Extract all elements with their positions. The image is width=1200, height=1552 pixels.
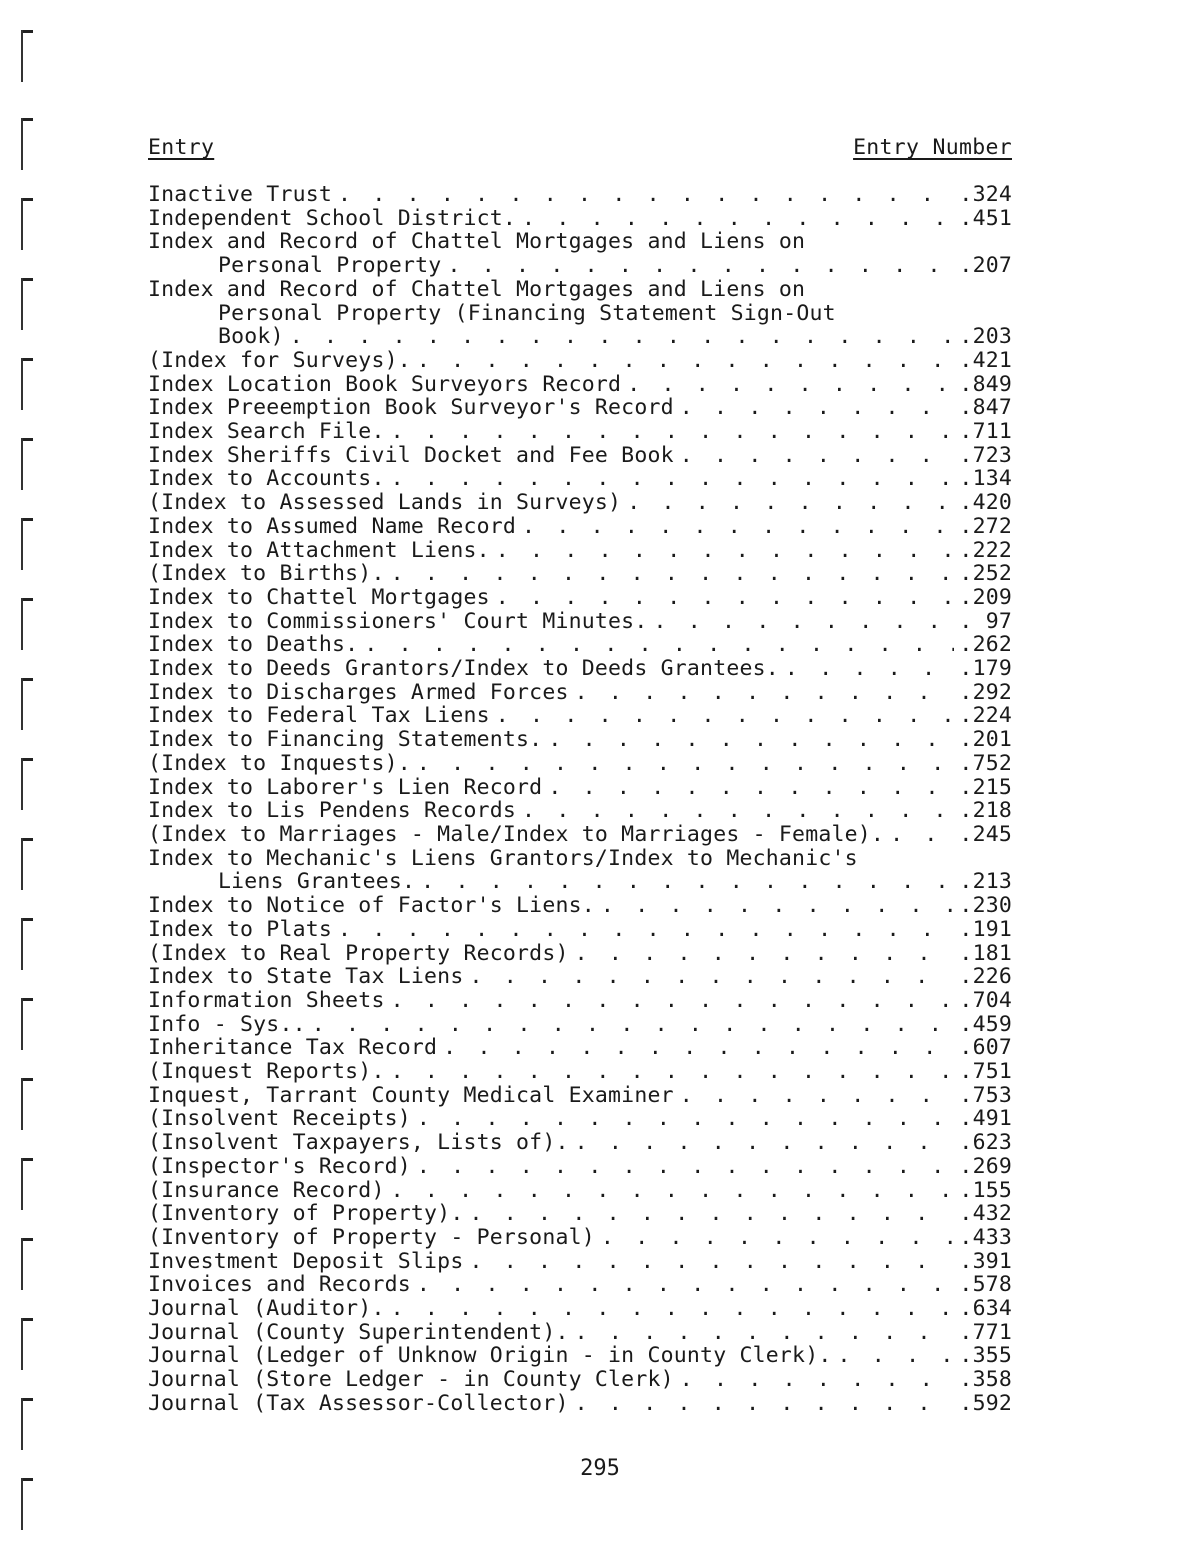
dot-leader: [391, 1060, 954, 1084]
entry-title: Info - Sys..: [148, 1011, 306, 1037]
entry-number: .491: [959, 1106, 1012, 1132]
dot-leader: [653, 610, 954, 634]
entry-number: .224: [959, 703, 1012, 729]
entry-number: .355: [959, 1343, 1012, 1369]
entry-title: Inheritance Tax Record: [148, 1035, 438, 1061]
entry-title: (Index to Assessed Lands in Surveys): [148, 490, 622, 516]
entry-title: (Insolvent Taxpayers, Lists of).: [148, 1130, 569, 1156]
entry-number: .222: [959, 537, 1012, 563]
dot-leader: [469, 1250, 954, 1274]
binder-hole-mark: [14, 598, 44, 656]
dot-leader: [391, 1297, 954, 1321]
entry-title: Journal (Ledger of Unknow Origin - in County Clerk).: [148, 1343, 832, 1369]
entry-line: [148, 491, 1012, 515]
binder-hole-mark: [14, 678, 44, 736]
index-entry: [148, 1107, 1012, 1131]
entry-title: Index to State Tax Liens: [148, 964, 464, 990]
entry-title: Index Preeemption Book Surveyor's Record: [148, 395, 674, 421]
entry-line: [148, 1273, 1012, 1297]
entry-title: (Index to Real Property Records): [148, 940, 569, 966]
index-entry: [148, 1392, 1012, 1416]
page-number: 295: [580, 1456, 620, 1481]
entry-line: [148, 752, 1012, 776]
index-entry: [148, 207, 1012, 231]
dot-leader: [575, 1131, 954, 1155]
entry-number: .451: [959, 205, 1012, 231]
index-entry: [148, 183, 1012, 207]
entry-line: [148, 420, 1012, 444]
entry-title: Personal Property: [218, 253, 442, 279]
binder-hole-mark: [14, 118, 44, 176]
index-entry: [148, 1060, 1012, 1084]
binder-hole-mark: [14, 1318, 44, 1376]
entry-title: Journal (Auditor).: [148, 1296, 385, 1322]
entry-number: .201: [959, 727, 1012, 753]
entry-title: (Index to Marriages - Male/Index to Marriages - Female).: [148, 821, 885, 847]
entry-line: [148, 254, 1012, 278]
column-header: [148, 135, 1012, 175]
entry-title: Index to Attachment Liens.: [148, 537, 490, 563]
entry-title: Index Sheriffs Civil Docket and Fee Book: [148, 442, 674, 468]
entry-line: [148, 1179, 1012, 1203]
dot-leader: [601, 1226, 954, 1250]
index-entry: [148, 1155, 1012, 1179]
entry-number: .847: [959, 395, 1012, 421]
dot-leader: [417, 1155, 954, 1179]
entry-line: [148, 918, 1012, 942]
index-entry: [148, 989, 1012, 1013]
binder-hole-mark: [14, 918, 44, 976]
entry-number: .230: [959, 893, 1012, 919]
index-entry: [148, 539, 1012, 563]
index-entry: [148, 1321, 1012, 1345]
index-entry: [148, 396, 1012, 420]
entry-number: .723: [959, 442, 1012, 468]
entry-line: [148, 728, 1012, 752]
dot-leader: [575, 1321, 954, 1345]
entry-number: .203: [959, 324, 1012, 350]
entry-line: [148, 396, 1012, 420]
entry-column-label: Entry: [148, 135, 215, 160]
dot-leader: [443, 1036, 954, 1060]
dot-leader: [575, 1392, 954, 1416]
entry-line: Index and Record of Chattel Mortgages and Liens on: [148, 229, 806, 255]
entry-title: Index to Financing Statements.: [148, 727, 543, 753]
index-entry: [148, 1202, 1012, 1226]
dot-leader: [601, 894, 954, 918]
entry-line: [148, 1368, 1012, 1392]
binder-hole-mark: [14, 198, 44, 256]
entry-line: [148, 894, 1012, 918]
entry-line: [148, 1131, 1012, 1155]
entry-title: (Inventory of Property - Personal): [148, 1224, 595, 1250]
entry-line: [148, 1155, 1012, 1179]
entry-number: .432: [959, 1201, 1012, 1227]
index-entry: [148, 942, 1012, 966]
binder-hole-mark: [14, 358, 44, 416]
entry-title: Information Sheets: [148, 987, 385, 1013]
dot-leader: [338, 183, 954, 207]
dot-leader: [890, 823, 954, 847]
dot-leader: [290, 325, 954, 349]
entry-line: [148, 1107, 1012, 1131]
entry-number: .191: [959, 916, 1012, 942]
entry-title: (Inspector's Record): [148, 1153, 411, 1179]
entry-line: [148, 989, 1012, 1013]
index-entry: [148, 349, 1012, 373]
entry-number: .181: [959, 940, 1012, 966]
binder-hole-mark: [14, 30, 44, 88]
entry-number: .215: [959, 774, 1012, 800]
dot-leader: [391, 562, 954, 586]
dot-leader: [680, 1368, 954, 1392]
entry-number: .578: [959, 1272, 1012, 1298]
dot-leader: [575, 681, 954, 705]
entry-line: [148, 776, 1012, 800]
entry-line: [148, 207, 1012, 231]
index-entry: [148, 752, 1012, 776]
binder-hole-mark: [14, 1478, 44, 1536]
index-entry: [148, 1013, 1012, 1037]
index-entry: [148, 1368, 1012, 1392]
binder-hole-mark: [14, 838, 44, 896]
entry-number: .433: [959, 1224, 1012, 1250]
entry-number: .209: [959, 584, 1012, 610]
entry-title: Index to Laborer's Lien Record: [148, 774, 543, 800]
entry-line: [148, 1297, 1012, 1321]
entry-number: .262: [959, 632, 1012, 658]
entry-line: [148, 657, 1012, 681]
entry-list: [148, 183, 1012, 1416]
entry-line: [148, 633, 1012, 657]
dot-leader: [627, 491, 954, 515]
index-entry: [148, 847, 1012, 894]
entry-number: .634: [959, 1296, 1012, 1322]
dot-leader: [496, 539, 954, 563]
entry-line: [148, 1202, 1012, 1226]
entry-title: Inquest, Tarrant County Medical Examiner: [148, 1082, 674, 1108]
index-entry: [148, 610, 1012, 634]
index-entry: [148, 776, 1012, 800]
dot-leader: [548, 728, 954, 752]
entry-title: Independent School District.: [148, 205, 517, 231]
entry-number: .226: [959, 964, 1012, 990]
entry-line: [148, 562, 1012, 586]
binder-hole-mark: [14, 1398, 44, 1456]
binder-hole-mark: [14, 758, 44, 816]
index-entry: [148, 491, 1012, 515]
entry-line: [148, 1060, 1012, 1084]
entry-number: . 97: [959, 608, 1012, 634]
index-entry: [148, 562, 1012, 586]
binder-hole-mark: [14, 438, 44, 496]
entry-number: .324: [959, 182, 1012, 207]
entry-number: .753: [959, 1082, 1012, 1108]
index-entry: [148, 1131, 1012, 1155]
entry-number: .213: [959, 869, 1012, 895]
dot-leader: [391, 467, 954, 491]
entry-number: .623: [959, 1130, 1012, 1156]
entry-number: .358: [959, 1367, 1012, 1393]
entry-number: .391: [959, 1248, 1012, 1274]
index-entry: [148, 965, 1012, 989]
entry-line: Personal Property (Financing Statement Sign-Out: [218, 300, 836, 326]
dot-leader: [522, 207, 954, 231]
index-entry: [148, 681, 1012, 705]
entry-number: .459: [959, 1011, 1012, 1037]
entry-title: Journal (Tax Assessor-Collector): [148, 1390, 569, 1416]
binder-hole-mark: [14, 518, 44, 576]
entry-line: [148, 823, 1012, 847]
dot-leader: [680, 1084, 954, 1108]
entry-title: Journal (County Superintendent).: [148, 1319, 569, 1345]
dot-leader: [391, 989, 954, 1013]
entry-number: .752: [959, 750, 1012, 776]
entry-number: .849: [959, 371, 1012, 397]
index-entry: [148, 1226, 1012, 1250]
index-entry: [148, 918, 1012, 942]
entry-number: .704: [959, 987, 1012, 1013]
entry-line: [148, 870, 1012, 894]
index-entry: [148, 1250, 1012, 1274]
entry-line: [148, 799, 1012, 823]
index-entry: [148, 420, 1012, 444]
entry-title: Index to Accounts.: [148, 466, 385, 492]
index-entry: [148, 586, 1012, 610]
index-entry: [148, 467, 1012, 491]
dot-leader: [364, 633, 954, 657]
entry-line: [148, 1013, 1012, 1037]
entry-title: Investment Deposit Slips: [148, 1248, 464, 1274]
dot-leader: [417, 349, 954, 373]
index-entry: [148, 1084, 1012, 1108]
dot-leader: [522, 515, 954, 539]
index-entry: [148, 894, 1012, 918]
dot-leader: [680, 396, 954, 420]
index-entry: [148, 823, 1012, 847]
entry-number: .179: [959, 656, 1012, 682]
index-entry: [148, 373, 1012, 397]
binder-hole-mark: [14, 1078, 44, 1136]
entry-number: .245: [959, 821, 1012, 847]
entry-title: (Index to Inquests).: [148, 750, 411, 776]
entry-title: Journal (Store Ledger - in County Clerk): [148, 1367, 674, 1393]
index-entry: [148, 799, 1012, 823]
dot-leader: [469, 1202, 954, 1226]
index-entry: [148, 657, 1012, 681]
entry-title: Liens Grantees.: [218, 869, 416, 895]
binder-hole-mark: [14, 998, 44, 1056]
entry-number: .134: [959, 466, 1012, 492]
index-entry: [148, 444, 1012, 468]
dot-leader: [496, 586, 954, 610]
entry-line: [148, 586, 1012, 610]
entry-number: .751: [959, 1059, 1012, 1085]
entry-line: [148, 681, 1012, 705]
entry-title: Index to Discharges Armed Forces: [148, 679, 569, 705]
entry-title: Index to Commissioners' Court Minutes.: [148, 608, 648, 634]
entry-title: (Insurance Record): [148, 1177, 385, 1203]
entry-title: Index to Lis Pendens Records: [148, 798, 517, 824]
entry-line: [148, 539, 1012, 563]
binder-holes: [14, 30, 50, 1540]
entry-line: [148, 610, 1012, 634]
entry-title: Index to Notice of Factor's Liens.: [148, 893, 595, 919]
dot-leader: [627, 373, 954, 397]
dot-leader: [575, 942, 954, 966]
entry-line: [148, 1321, 1012, 1345]
index-entry: [148, 704, 1012, 728]
entry-title: (Insolvent Receipts): [148, 1106, 411, 1132]
entry-number: .207: [959, 253, 1012, 279]
entry-line: [148, 1084, 1012, 1108]
entry-line: [148, 325, 1012, 349]
index-entry: [148, 1179, 1012, 1203]
entry-line: [148, 1036, 1012, 1060]
entry-title: (Inquest Reports).: [148, 1059, 385, 1085]
entry-number-column-label: Entry Number: [853, 135, 1012, 160]
entry-title: Index to Assumed Name Record: [148, 513, 517, 539]
entry-title: Book): [218, 324, 284, 350]
entry-line: [148, 467, 1012, 491]
index-page: [148, 135, 1012, 1416]
entry-line: Index and Record of Chattel Mortgages and Liens on: [148, 276, 806, 302]
entry-line: [148, 515, 1012, 539]
entry-number: .711: [959, 419, 1012, 445]
entry-title: Index to Plats: [148, 916, 333, 942]
entry-title: Index to Federal Tax Liens: [148, 703, 490, 729]
dot-leader: [522, 799, 954, 823]
dot-leader: [496, 704, 954, 728]
entry-number: .155: [959, 1177, 1012, 1203]
binder-hole-mark: [14, 278, 44, 336]
dot-leader: [421, 870, 954, 894]
entry-number: .420: [959, 490, 1012, 516]
dot-leader: [548, 776, 954, 800]
entry-line: [148, 1226, 1012, 1250]
entry-number: .771: [959, 1319, 1012, 1345]
entry-title: Index to Deaths.: [148, 632, 359, 658]
binder-hole-mark: [14, 1238, 44, 1296]
dot-leader: [447, 254, 954, 278]
dot-leader: [417, 1273, 954, 1297]
binder-hole-mark: [14, 1158, 44, 1216]
entry-title: Index Location Book Surveyors Record: [148, 371, 622, 397]
index-entry: [148, 633, 1012, 657]
index-entry: [148, 515, 1012, 539]
dot-leader: [338, 918, 954, 942]
index-entry: [148, 1273, 1012, 1297]
index-entry: [148, 728, 1012, 752]
index-entry: [148, 1344, 1012, 1368]
index-entry: [148, 1036, 1012, 1060]
dot-leader: [838, 1344, 955, 1368]
entry-number: .292: [959, 679, 1012, 705]
entry-number: .218: [959, 798, 1012, 824]
dot-leader: [680, 444, 954, 468]
entry-number: .272: [959, 513, 1012, 539]
entry-number: .607: [959, 1035, 1012, 1061]
index-entry: [148, 278, 1012, 349]
entry-line: [148, 1392, 1012, 1416]
entry-title: (Index to Births).: [148, 561, 385, 587]
index-entry: [148, 1297, 1012, 1321]
entry-line: Index to Mechanic's Liens Grantors/Index to Mechanic's: [148, 845, 858, 871]
index-entry: [148, 230, 1012, 277]
entry-line: [148, 183, 1012, 207]
dot-leader: [469, 965, 954, 989]
entry-line: [148, 965, 1012, 989]
entry-line: [148, 1344, 1012, 1368]
entry-title: Index to Chattel Mortgages: [148, 584, 490, 610]
entry-title: Invoices and Records: [148, 1272, 411, 1298]
entry-title: Index Search File.: [148, 419, 385, 445]
entry-line: [148, 704, 1012, 728]
entry-line: [148, 1250, 1012, 1274]
entry-line: [148, 349, 1012, 373]
dot-leader: [391, 420, 954, 444]
dot-leader: [785, 657, 954, 681]
entry-number: .269: [959, 1153, 1012, 1179]
dot-leader: [417, 1107, 954, 1131]
entry-title: Index to Deeds Grantors/Index to Deeds Grantees.: [148, 656, 779, 682]
entry-number: .421: [959, 347, 1012, 373]
entry-number: .592: [959, 1390, 1012, 1416]
dot-leader: [417, 752, 954, 776]
entry-line: [148, 444, 1012, 468]
entry-title: Inactive Trust: [148, 182, 333, 207]
entry-number: .252: [959, 561, 1012, 587]
dot-leader: [312, 1013, 954, 1037]
entry-title: (Inventory of Property).: [148, 1201, 464, 1227]
dot-leader: [391, 1179, 954, 1203]
entry-line: [148, 942, 1012, 966]
entry-line: [148, 373, 1012, 397]
entry-title: (Index for Surveys).: [148, 347, 411, 373]
